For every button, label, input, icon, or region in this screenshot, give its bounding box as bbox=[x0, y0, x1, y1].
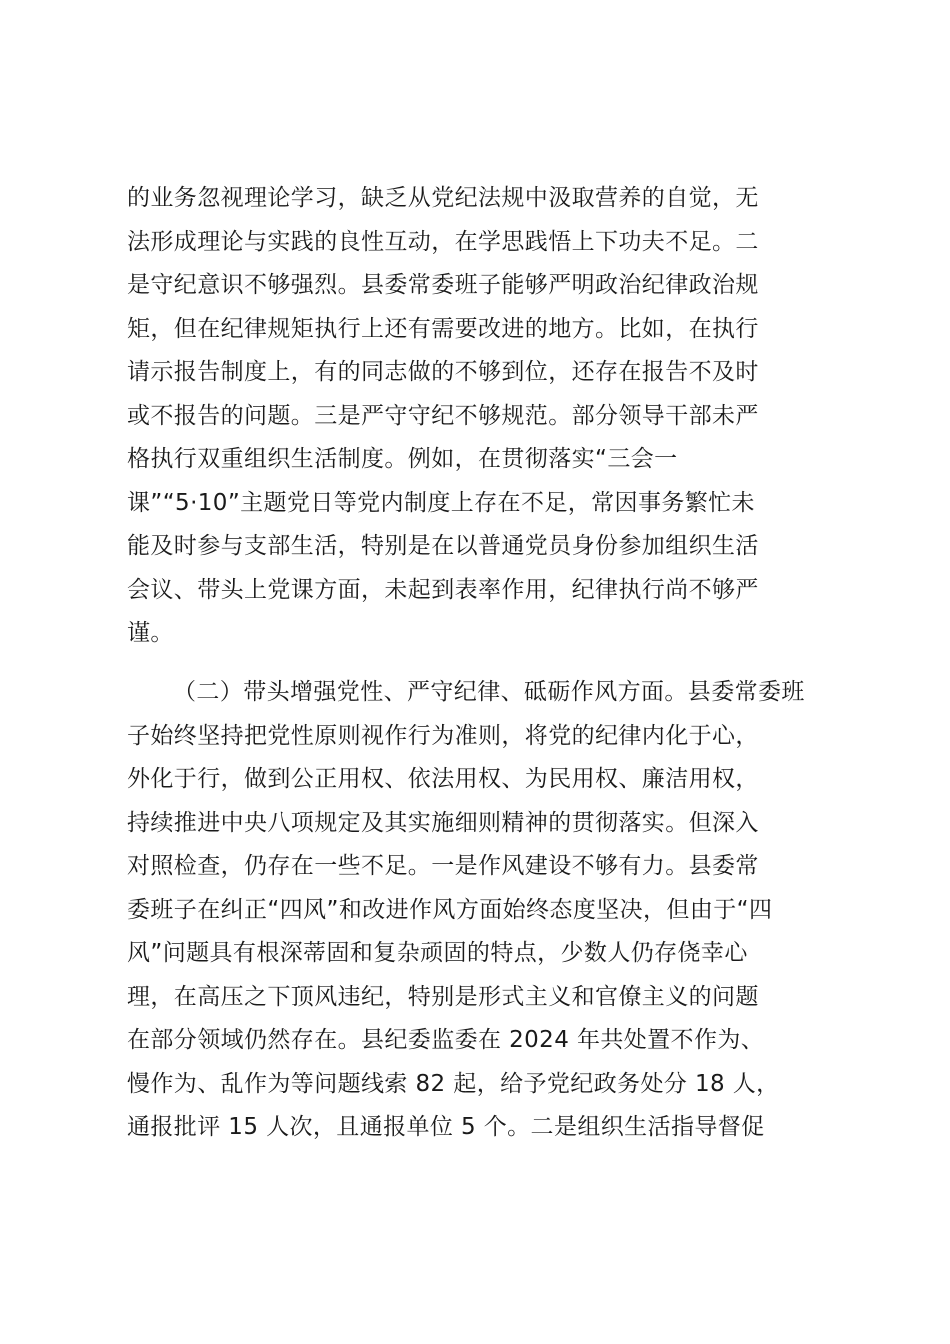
text-line: 持续推进中央八项规定及其实施细则精神的贯彻落实。但深入 bbox=[127, 809, 759, 836]
text-line: 或不报告的问题。三是严守守纪不够规范。部分领导干部未严 bbox=[127, 402, 759, 429]
text-line: 对照检查，仍存在一些不足。一是作风建设不够有力。县委常 bbox=[127, 853, 759, 879]
text-line: 外化于行，做到公正用权、依法用权、为民用权、廉洁用权， bbox=[127, 766, 759, 792]
text-line: 在部分领域仍然存在。县纪委监委在 2024 年共处置不作为、 bbox=[127, 1027, 765, 1053]
text-line: 谨。 bbox=[127, 620, 174, 646]
text-line: 通报批评 15 人次，且通报单位 5 个。二是组织生活指导督促 bbox=[127, 1114, 765, 1140]
text-line: （二）带头增强党性、严守纪律、砥砺作风方面。县委常委班 bbox=[173, 679, 805, 705]
text-line: 理，在高压之下顶风违纪，特别是形式主义和官僚主义的问题 bbox=[127, 983, 759, 1010]
text-line: 的业务忽视理论学习，缺乏从党纪法规中汲取营养的自觉，无 bbox=[127, 185, 759, 211]
text-line: 子始终坚持把党性原则视作行为准则，将党的纪律内化于心， bbox=[127, 722, 759, 749]
text-line: 矩，但在纪律规矩执行上还有需要改进的地方。比如，在执行 bbox=[127, 315, 759, 342]
text-line: 能及时参与支部生活，特别是在以普通党员身份参加组织生活 bbox=[127, 533, 759, 559]
text-line: 是守纪意识不够强烈。县委常委班子能够严明政治纪律政治规 bbox=[127, 272, 759, 298]
text-line: 风”问题具有根深蒂固和复杂顽固的特点，少数人仍存侥幸心 bbox=[127, 940, 748, 966]
text-line: 格执行双重组织生活制度。例如，在贯彻落实“三会一 bbox=[127, 446, 678, 472]
text-line: 法形成理论与实践的良性互动，在学思践悟上下功夫不足。二 bbox=[127, 228, 759, 255]
paragraph-continuation bbox=[127, 177, 827, 656]
text-line: 请示报告制度上，有的同志做的不够到位，还存在报告不及时 bbox=[127, 359, 759, 385]
text-line: 慢作为、乱作为等问题线索 82 起，给予党纪政务处分 18 人， bbox=[127, 1070, 780, 1097]
text-line: 委班子在纠正“四风”和改进作风方面始终态度坚决，但由于“四 bbox=[127, 896, 773, 923]
text-line: 课”“5·10”主题党日等党内制度上存在不足，常因事务繁忙未 bbox=[127, 489, 755, 516]
paragraph-section-2 bbox=[127, 671, 827, 1150]
text-line: 会议、带头上党课方面，未起到表率作用，纪律执行尚不够严 bbox=[127, 576, 759, 603]
